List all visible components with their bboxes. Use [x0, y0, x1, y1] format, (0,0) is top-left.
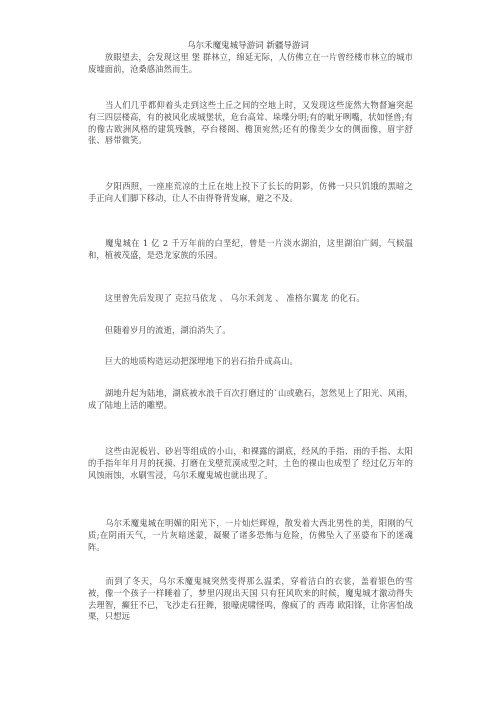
paragraph-4: 魔鬼城在 1 亿 2 千万年前的白垩纪，曾是一片淡水湖泊，这里湖泊广阔，气候温和，植被茂盛，是恐龙家族的乐园。 — [88, 238, 413, 260]
paragraph-11: 而到了冬天，乌尔禾魔鬼城突然变得那么温柔，穿着洁白的衣裳，盖着银色的雪被，像一个孩子一样睡着了，梦里闪现出天国 只有狂风吹来的时候，魔鬼城才激动得失去理智，癫狂不已，飞沙走石狂舞，狼嚎虎啸怪鸣，像疯了的 西毒 欧阳锋，让你害怕战栗，只想远 — [88, 576, 413, 622]
paragraph-10: 乌尔禾魔鬼城在明媚的阳光下，一片灿烂辉煌，散发着大西北男性的美，阳刚的气质;在阴雨天气，一片灰暗迷蒙，凝聚了诸多恐怖与危险，仿佛坠入了巫婆布下的迷魂阵。 — [88, 518, 413, 552]
paragraph-9: 这些由泥板岩、砂岩等组成的小山，和裸露的湖底，经风的手指、雨的手指、太阳的手指年年月月的抚摸、打磨在戈壁荒漠成型之时，土色的裸山也成型了 经过亿万年的风蚀雨蚀，水刷雪浸，乌尔禾魔鬼城也就出现了。 — [88, 446, 413, 480]
paragraph-1: 放眼望去，会发现这里 堡 群林立，绵延无际，人仿佛立在一片曾经楼市林立的城市废墟面前，沧桑感油然而生。 — [88, 52, 413, 74]
paragraph-3: 夕阳西照，一座座荒凉的土丘在地上投下了长长的阴影，仿佛一只只饥饿的黑暗之手正向人们脚下移动，让人不由得脊背发麻，避之不及。 — [88, 181, 413, 203]
paragraph-2: 当人们几乎都仰着头走到这些土丘之间的空地上时，又发现这些庞然大物督遍突起有三四层楼高，有的被风化成城堡状，危台高耸、垛堞分明;有的呲牙咧嘴，状如怪兽;有的像古欧洲风格的建筑残骸，亭台楼阁、檐顶宛然;还有的像美少女的侧面像，眉宇舒张、唇带微笑。 — [88, 100, 413, 146]
paragraph-5: 这里曾先后发现了 克拉马依龙 、 乌尔禾剑龙 、 准格尔翼龙 的化石。 — [88, 293, 365, 303]
paragraph-7: 巨大的地质构造运动把深埋地下的岩石抬升成高山。 — [88, 356, 298, 366]
page-title: 乌尔禾魔鬼城导游词 新疆导游词 — [187, 41, 309, 51]
paragraph-8: 湖地升起为陆地，湖底被水浪千百次打磨过的`山或礁石，忽然见上了阳光、风雨，成了陆地上活的雕塑。 — [88, 388, 413, 410]
paragraph-6: 但随着岁月的流逝，湖泊消失了。 — [88, 325, 231, 335]
